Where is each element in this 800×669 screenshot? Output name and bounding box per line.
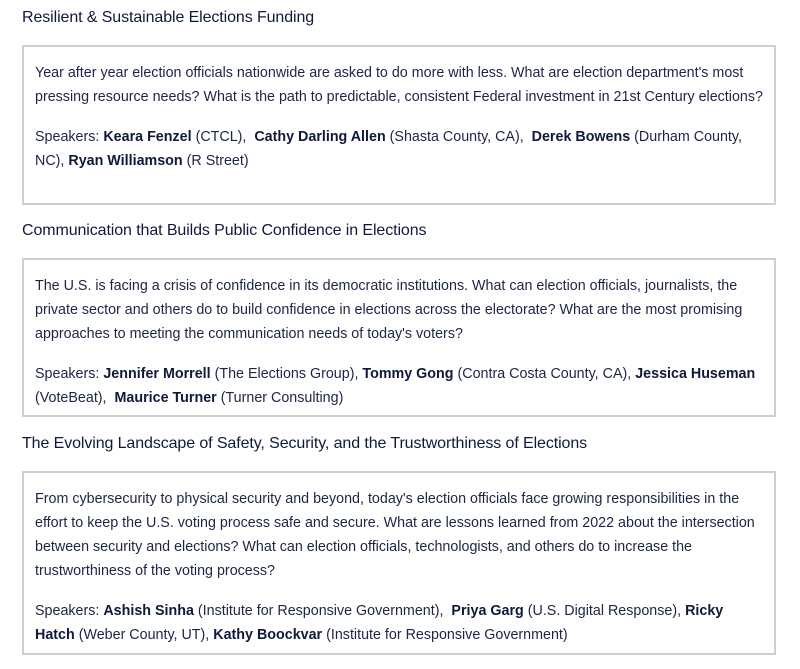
speaker-name: Ricky Hatch bbox=[35, 603, 724, 643]
session-title: The Evolving Landscape of Safety, Security, and the Trustworthiness of Elections bbox=[22, 435, 588, 452]
speakers-label: Speakers: bbox=[35, 603, 100, 619]
speaker-name: Kathy Boockvar bbox=[213, 627, 323, 643]
speaker-affiliation: (Shasta County, CA), bbox=[389, 129, 524, 145]
speaker-affiliation: (VoteBeat), bbox=[35, 390, 107, 406]
speaker-affiliation: (CTCL), bbox=[195, 129, 247, 145]
session-speakers bbox=[35, 362, 763, 410]
speaker-name: Maurice Turner bbox=[114, 390, 217, 406]
session-title: Communication that Builds Public Confidence in Elections bbox=[22, 222, 427, 239]
speaker-name: Derek Bowens bbox=[531, 129, 631, 145]
speakers-label: Speakers: bbox=[35, 129, 100, 145]
speaker-name: Jennifer Morrell bbox=[103, 366, 211, 382]
session-description: From cybersecurity to physical security and beyond, today's election officials face growing responsibilities in the effort to keep the U.S. voting process safe and secure. What are lessons learned from 2022 about the intersection between security and elections? What can election officials, technologists, and others do to increase the trustworthiness of the voting process? bbox=[35, 491, 755, 579]
speaker-affiliation: (The Elections Group), bbox=[214, 366, 359, 382]
session-speakers bbox=[35, 599, 763, 647]
speaker-affiliation: (Institute for Responsive Government), bbox=[197, 603, 444, 619]
session-speakers bbox=[35, 125, 763, 173]
session-description: Year after year election officials nationwide are asked to do more with less. What are election department's most pressing resource needs? What is the path to predictable, consistent Federal investment in 21st Century elections? bbox=[35, 65, 763, 105]
speaker-affiliation: (Institute for Responsive Government) bbox=[326, 627, 568, 643]
speaker-affiliation: (Durham County, NC), bbox=[35, 129, 742, 169]
speaker-name: Tommy Gong bbox=[362, 366, 454, 382]
speaker-name: Cathy Darling Allen bbox=[254, 129, 386, 145]
session-card bbox=[22, 258, 776, 417]
speaker-affiliation: (Turner Consulting) bbox=[220, 390, 344, 406]
session-card bbox=[22, 45, 776, 205]
session-card bbox=[22, 471, 776, 655]
speaker-name: Keara Fenzel bbox=[103, 129, 192, 145]
speaker-affiliation: (Weber County, UT), bbox=[78, 627, 210, 643]
speakers-label: Speakers: bbox=[35, 366, 100, 382]
speaker-name: Jessica Huseman bbox=[635, 366, 756, 382]
speaker-name: Ashish Sinha bbox=[103, 603, 194, 619]
speaker-name: Priya Garg bbox=[451, 603, 524, 619]
speaker-affiliation: (Contra Costa County, CA), bbox=[457, 366, 632, 382]
speaker-affiliation: (U.S. Digital Response), bbox=[527, 603, 682, 619]
session-title: Resilient & Sustainable Elections Funding bbox=[22, 9, 315, 26]
session-description: The U.S. is facing a crisis of confidence in its democratic institutions. What can election officials, journalists, the private sector and others do to build confidence in elections across the electorate? What are the most promising approaches to meeting the communication needs of today's voters? bbox=[35, 278, 743, 342]
speaker-affiliation: (R Street) bbox=[186, 153, 249, 169]
speaker-name: Ryan Williamson bbox=[68, 153, 183, 169]
